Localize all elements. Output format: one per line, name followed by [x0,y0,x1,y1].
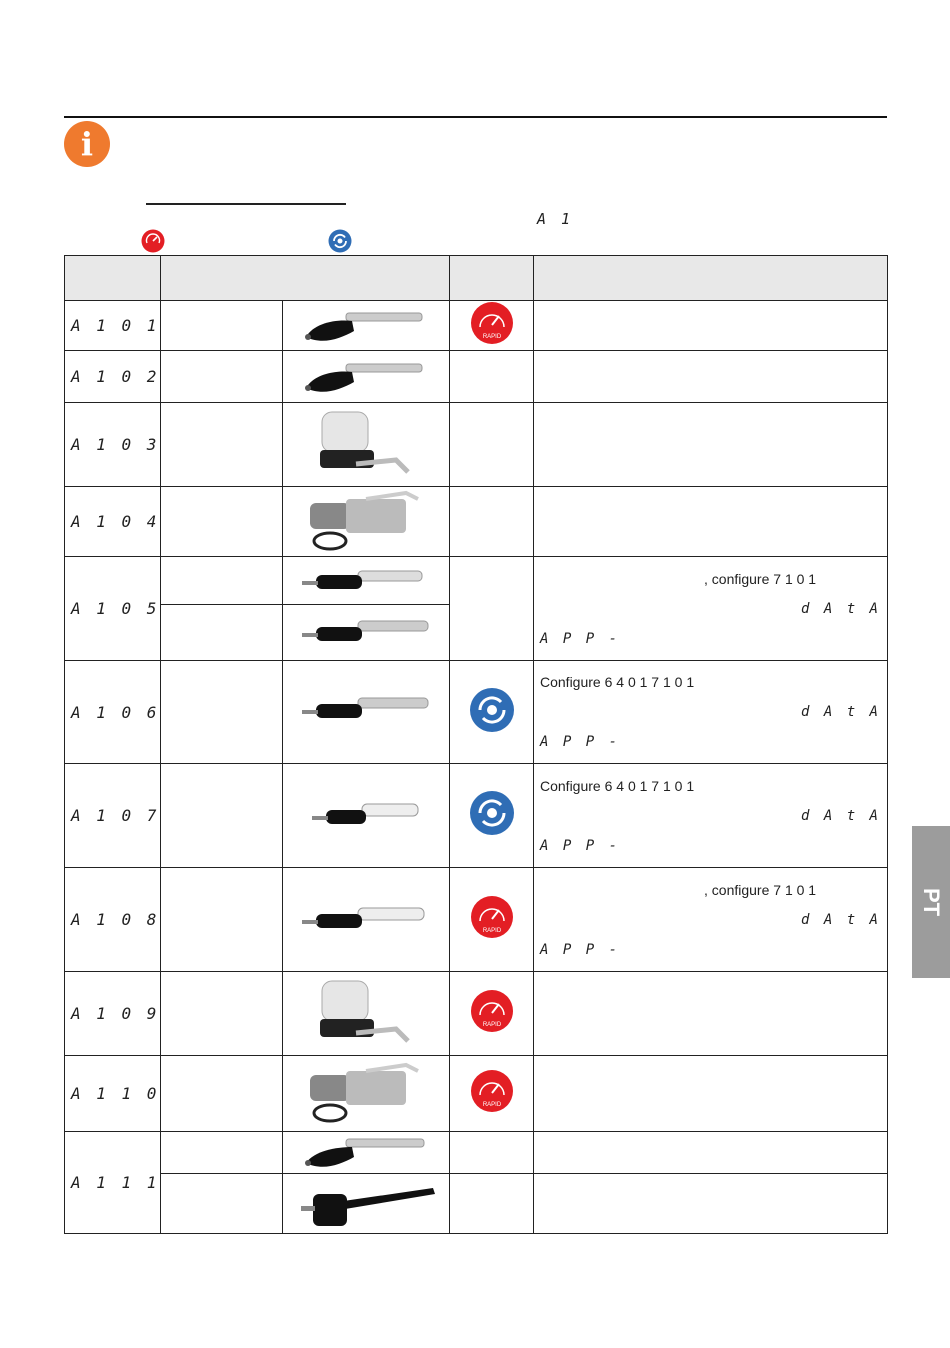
note-line1: , configure 7 1 0 1 [704,881,817,898]
row-code: A 1 1 1 [65,1132,161,1234]
top-rule [64,116,887,118]
linear-actuator-image [306,796,426,836]
model-cell [161,605,283,661]
product-image [283,301,450,351]
table-row [65,557,888,605]
model-cell [161,972,283,1056]
header-cell [534,256,888,301]
header-cell [450,256,534,301]
model-cell [161,301,283,351]
note-right: d A t A [800,911,881,928]
product-image [283,661,450,764]
language-tab-label: PT [919,887,944,917]
note-line3: A P P - [540,734,621,750]
rapid-label: RAPID [482,1102,501,1108]
rapid-icon [470,895,514,939]
linear-actuator-long-image [293,1176,439,1232]
model-cell [161,351,283,403]
model-cell [161,1056,283,1132]
note-right: d A t A [800,807,881,824]
sync-icon [469,790,515,836]
row-code: A 1 0 4 [65,487,161,557]
rapid-label: RAPID [482,928,501,934]
product-image [283,764,450,868]
note-line3: A P P - [540,630,621,647]
table-row [65,868,888,972]
rapid-label: RAPID [482,1022,501,1028]
model-cell [161,403,283,487]
row-note [534,351,888,403]
arm-operator-image [316,975,416,1053]
product-image [283,351,450,403]
rapid-icon [470,301,514,345]
row-code: A 1 0 3 [65,403,161,487]
linear-actuator-image [296,305,436,347]
row-note [534,1174,888,1234]
table-header-row [65,256,888,301]
product-image [283,403,450,487]
table-row [65,1056,888,1132]
underground-operator-image [306,1061,426,1127]
table-row [65,661,888,764]
linear-actuator-image [296,356,436,398]
note-line3: A P P - [540,837,621,854]
table-row [65,1174,888,1234]
model-cell [161,487,283,557]
row-note [534,403,888,487]
table-row [65,487,888,557]
product-image [283,868,450,972]
language-tab [912,826,950,978]
config-table [64,255,888,1234]
underground-operator-image [306,489,426,555]
note-line1: , configure 7 1 0 1 [704,570,817,587]
row-note [534,301,888,351]
rapid-icon [470,989,514,1033]
rapid-icon [141,229,165,253]
table-row [65,403,888,487]
linear-actuator-image [296,692,436,732]
linear-actuator-image [296,900,436,940]
param-code: A 1 [537,210,574,228]
row-note [534,661,888,764]
note-line3: A P P - [540,941,621,958]
linear-actuator-image [296,563,436,599]
arm-operator-image [316,406,416,484]
row-note [534,1132,888,1174]
note-right: d A t A [800,704,881,720]
heading-underline [146,203,346,205]
table-row [65,972,888,1056]
product-image [283,1174,450,1234]
model-cell [161,764,283,868]
product-image [283,487,450,557]
product-image [283,972,450,1056]
row-code: A 1 0 9 [65,972,161,1056]
product-image [283,1132,450,1174]
info-icon: i [64,121,110,167]
product-image [283,557,450,605]
row-note [534,1056,888,1132]
table-row [65,764,888,868]
model-cell [161,1174,283,1234]
row-code: A 1 0 2 [65,351,161,403]
row-note [534,764,888,868]
table-row [65,351,888,403]
rapid-label: RAPID [482,334,501,340]
rapid-icon [470,1069,514,1113]
note-line1: Configure 6 4 0 1 7 1 0 1 [540,674,695,690]
row-note [534,487,888,557]
sync-icon [469,687,515,733]
product-image [283,1056,450,1132]
sync-icon [328,229,352,253]
product-image [283,605,450,661]
model-cell [161,1132,283,1174]
table-row [65,1132,888,1174]
row-code: A 1 0 7 [65,764,161,868]
table-row [65,301,888,351]
row-code: A 1 0 1 [65,301,161,351]
model-cell [161,868,283,972]
row-code: A 1 1 0 [65,1056,161,1132]
note-right: d A t A [800,600,881,617]
linear-actuator-image [296,613,436,653]
row-note [534,868,888,972]
note-line1: Configure 6 4 0 1 7 1 0 1 [540,777,695,794]
row-code: A 1 0 6 [65,661,161,764]
model-cell [161,661,283,764]
header-cell [161,256,450,301]
linear-actuator-image [296,1133,436,1173]
model-cell [161,557,283,605]
row-note [534,972,888,1056]
header-cell [65,256,161,301]
row-code: A 1 0 5 [65,557,161,661]
row-note [534,557,888,661]
row-code: A 1 0 8 [65,868,161,972]
